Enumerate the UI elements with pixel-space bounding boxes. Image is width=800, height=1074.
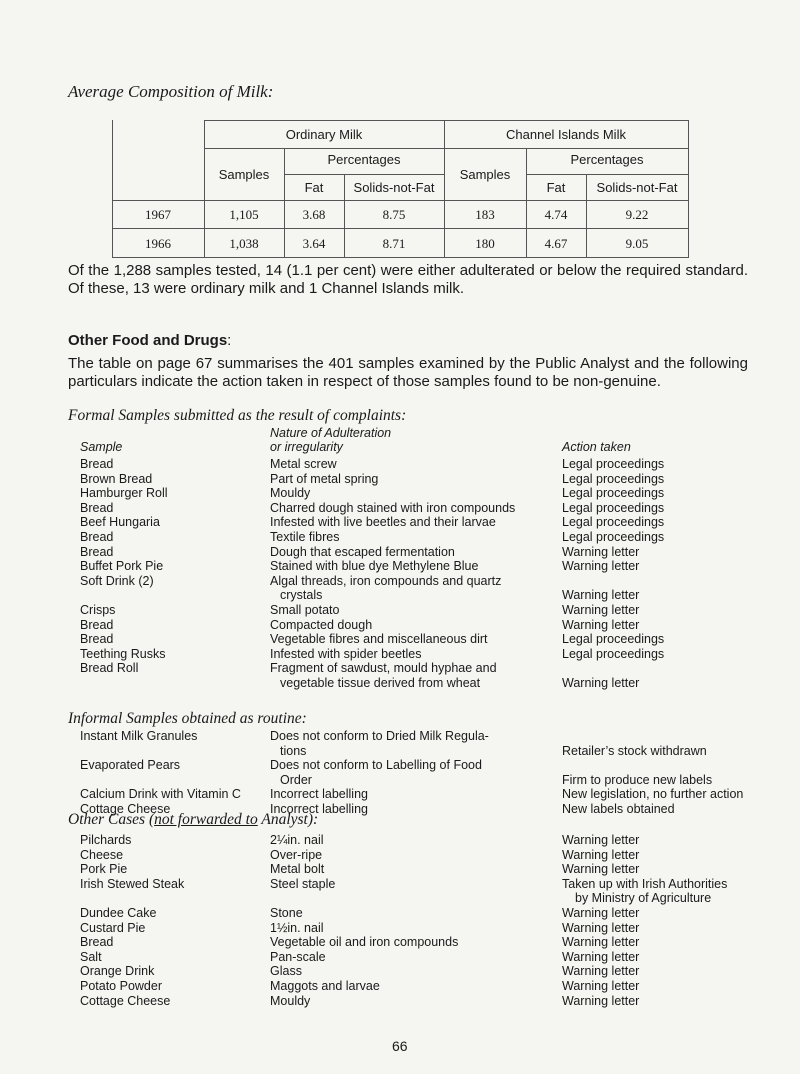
- list-item: [80, 632, 770, 647]
- action-text: Warning letter: [562, 544, 640, 559]
- nature-text: Metal screw: [270, 457, 337, 471]
- sample-name: Bread: [80, 500, 114, 515]
- action-text: Legal proceedings: [562, 632, 665, 647]
- nature-text-continued: Order: [280, 772, 312, 787]
- action-text: New labels obtained: [562, 801, 675, 816]
- list-item: [80, 530, 770, 545]
- nature-text: Maggots and larvae: [270, 978, 380, 993]
- row-ord-snf: 8.75: [382, 207, 406, 222]
- col-sample-header: Sample: [80, 440, 123, 454]
- col-nature-header-2: or irregularity: [270, 440, 343, 454]
- header-ordinary-milk: Ordinary Milk: [285, 127, 363, 142]
- action-text: Taken up with Irish Authorities: [562, 876, 728, 891]
- list-item: [80, 787, 780, 802]
- sample-name: Potato Powder: [80, 978, 162, 993]
- list-item: [80, 515, 770, 530]
- action-text: Retailer’s stock withdrawn: [562, 743, 707, 758]
- sample-name: Bread: [80, 544, 114, 559]
- sample-name: Cheese: [80, 847, 124, 862]
- action-text: Legal proceedings: [562, 515, 665, 530]
- sample-name: Soft Drink (2): [80, 573, 154, 588]
- nature-text: Does not conform to Labelling of Food: [270, 758, 482, 773]
- other-cases-list: [80, 833, 780, 1008]
- row-ord-snf: 8.71: [382, 236, 406, 251]
- milk-summary-paragraph: Of the 1,288 samples tested, 14 (1.1 per cent) were either adulterated or below the required standard. Of these, 13 were ordinary milk and 1 Channel Islands milk.: [68, 262, 748, 297]
- action-text: Legal proceedings: [562, 471, 665, 486]
- nature-text-continued: vegetable tissue derived from wheat: [280, 675, 481, 690]
- nature-text: Fragment of sawdust, mould hyphae and: [270, 661, 497, 676]
- action-text: Warning letter: [562, 920, 640, 935]
- header-ch-samples: Samples: [459, 167, 511, 182]
- list-item: [80, 603, 770, 618]
- list-item: [80, 979, 780, 994]
- sample-name: Salt: [80, 949, 102, 964]
- formal-samples-heading: Formal Samples submitted as the result of complaints:: [68, 407, 407, 424]
- nature-text: Steel staple: [270, 876, 336, 891]
- nature-text: Vegetable oil and iron compounds: [270, 935, 459, 950]
- sample-name: Teething Rusks: [80, 646, 166, 661]
- nature-text: Stained with blue dye Methylene Blue: [270, 559, 479, 574]
- header-ord-snf: Solids-not-Fat: [353, 180, 435, 195]
- sample-name: Instant Milk Granules: [80, 729, 198, 743]
- col-action-header: Action taken: [562, 440, 631, 454]
- nature-text: Dough that escaped fermentation: [270, 544, 455, 559]
- list-item: [80, 472, 770, 487]
- header-ord-samples: Samples: [218, 167, 270, 182]
- action-text: Warning letter: [562, 949, 640, 964]
- nature-text: Incorrect labelling: [270, 787, 368, 802]
- action-text: Legal proceedings: [562, 529, 665, 544]
- nature-text: 1½in. nail: [270, 920, 324, 935]
- header-ch-percentages: Percentages: [570, 152, 644, 167]
- list-item: [80, 906, 780, 921]
- list-item: [80, 950, 780, 965]
- informal-samples-heading: Informal Samples obtained as routine:: [68, 710, 307, 727]
- list-item: [80, 833, 780, 848]
- row-ord-samples: 1,038: [229, 236, 259, 251]
- list-item: [80, 486, 770, 501]
- action-text: Legal proceedings: [562, 646, 665, 661]
- nature-text: Small potato: [270, 602, 340, 617]
- header-ch-snf: Solids-not-Fat: [596, 180, 678, 195]
- header-ord-percentages: Percentages: [327, 152, 401, 167]
- nature-text: Infested with live beetles and their larvae: [270, 515, 496, 530]
- sample-name: Bread: [80, 529, 114, 544]
- list-item: [80, 848, 780, 863]
- list-item: [80, 729, 780, 758]
- nature-text-continued: tions: [280, 743, 307, 758]
- list-item: [80, 618, 770, 633]
- nature-text: Mouldy: [270, 486, 311, 501]
- row-ord-fat: 3.64: [302, 236, 326, 251]
- row-ch-fat: 4.74: [544, 207, 568, 222]
- nature-text: Glass: [270, 964, 302, 979]
- nature-text: Pan-scale: [270, 949, 326, 964]
- action-text: Legal proceedings: [562, 500, 665, 515]
- action-text: Warning letter: [562, 964, 640, 979]
- sample-name: Cottage Cheese: [80, 801, 171, 816]
- nature-text: Textile fibres: [270, 529, 340, 544]
- nature-text: Part of metal spring: [270, 471, 379, 486]
- row-ch-snf: 9.22: [625, 207, 649, 222]
- nature-text: Compacted dough: [270, 617, 373, 632]
- action-text: Warning letter: [562, 559, 640, 574]
- action-text: Warning letter: [562, 588, 640, 603]
- row-ch-samples: 180: [475, 236, 495, 251]
- nature-text: Does not conform to Dried Milk Regula-: [270, 729, 489, 743]
- action-text: Warning letter: [562, 862, 640, 877]
- sample-name: Cottage Cheese: [80, 993, 171, 1008]
- row-ch-samples: 183: [475, 207, 495, 222]
- row-year: 1967: [145, 207, 171, 222]
- sample-name: Hamburger Roll: [80, 486, 168, 501]
- nature-text-continued: crystals: [280, 588, 323, 603]
- list-item: [80, 457, 770, 472]
- sample-name: Dundee Cake: [80, 905, 157, 920]
- action-text: Warning letter: [562, 833, 640, 847]
- header-channel-islands-milk: Channel Islands Milk: [506, 127, 626, 142]
- sample-name: Pork Pie: [80, 862, 128, 877]
- list-item: [80, 559, 770, 574]
- row-year: 1966: [145, 236, 171, 251]
- sample-name: Brown Bread: [80, 471, 153, 486]
- list-item: [80, 921, 780, 936]
- nature-text: Metal bolt: [270, 862, 325, 877]
- action-text: Warning letter: [562, 847, 640, 862]
- header-ord-fat: Fat: [304, 180, 324, 195]
- informal-samples-list: [80, 729, 780, 817]
- nature-text: Charred dough stained with iron compounds: [270, 500, 516, 515]
- action-text: New legislation, no further action: [562, 787, 744, 802]
- list-item: [80, 935, 780, 950]
- header-ch-fat: Fat: [546, 180, 566, 195]
- sample-name: Calcium Drink with Vitamin C: [80, 787, 241, 802]
- list-item: [80, 758, 780, 787]
- row-ch-fat: 4.67: [544, 236, 568, 251]
- nature-text: Over-ripe: [270, 847, 323, 862]
- nature-text: Algal threads, iron compounds and quartz: [270, 573, 502, 588]
- sample-name: Bread: [80, 617, 114, 632]
- action-text: Warning letter: [562, 978, 640, 993]
- milk-composition-table: [112, 120, 688, 258]
- other-food-paragraph: The table on page 67 summarises the 401 samples examined by the Public Analyst and the following particulars indicate the action taken in respect of those samples found to be non-genuine.: [68, 355, 748, 390]
- list-item: [80, 574, 770, 603]
- action-text: Legal proceedings: [562, 486, 665, 501]
- nature-text: Mouldy: [270, 993, 311, 1008]
- sample-name: Evaporated Pears: [80, 758, 181, 773]
- action-text: Legal proceedings: [562, 457, 665, 471]
- action-text: Warning letter: [562, 935, 640, 950]
- sample-name: Buffet Pork Pie: [80, 559, 164, 574]
- list-item: [80, 647, 770, 662]
- list-item: [80, 545, 770, 560]
- sample-name: Orange Drink: [80, 964, 155, 979]
- sample-name: Custard Pie: [80, 920, 146, 935]
- list-item: [80, 862, 780, 877]
- action-text: Warning letter: [562, 617, 640, 632]
- action-text: Warning letter: [562, 993, 640, 1008]
- section-heading-other-food: Other Food and Drugs:: [68, 332, 232, 349]
- nature-text: Infested with spider beetles: [270, 646, 422, 661]
- sample-name: Bread: [80, 457, 114, 471]
- col-nature-header-1: Nature of Adulteration: [270, 426, 392, 440]
- other-cases-heading: Other Cases (not forwarded to Analyst):: [68, 811, 319, 828]
- sample-name: Irish Stewed Steak: [80, 876, 185, 891]
- nature-text: Stone: [270, 905, 303, 920]
- action-text: Firm to produce new labels: [562, 772, 713, 787]
- sample-name: Pilchards: [80, 833, 132, 847]
- row-ord-fat: 3.68: [302, 207, 326, 222]
- page-number: 66: [392, 1038, 408, 1054]
- nature-text: Incorrect labelling: [270, 801, 368, 816]
- sample-name: Crisps: [80, 602, 116, 617]
- list-item: [80, 964, 780, 979]
- sample-name: Bread: [80, 935, 114, 950]
- action-text: Warning letter: [562, 905, 640, 920]
- sample-name: Bread: [80, 632, 114, 647]
- sample-name: Beef Hungaria: [80, 515, 160, 530]
- list-item: [80, 661, 770, 690]
- nature-text: Vegetable fibres and miscellaneous dirt: [270, 632, 488, 647]
- list-item: [80, 501, 770, 516]
- nature-text: 2¼in. nail: [270, 833, 324, 847]
- list-item: [80, 877, 780, 906]
- sample-name: Bread Roll: [80, 661, 139, 676]
- page-title: Average Composition of Milk:: [68, 82, 274, 101]
- action-text: Warning letter: [562, 602, 640, 617]
- formal-samples-list: [80, 457, 770, 691]
- row-ord-samples: 1,105: [229, 207, 259, 222]
- row-ch-snf: 9.05: [625, 236, 649, 251]
- action-text: Warning letter: [562, 675, 640, 690]
- list-item: [80, 994, 780, 1009]
- action-text-continued: by Ministry of Agriculture: [575, 891, 712, 906]
